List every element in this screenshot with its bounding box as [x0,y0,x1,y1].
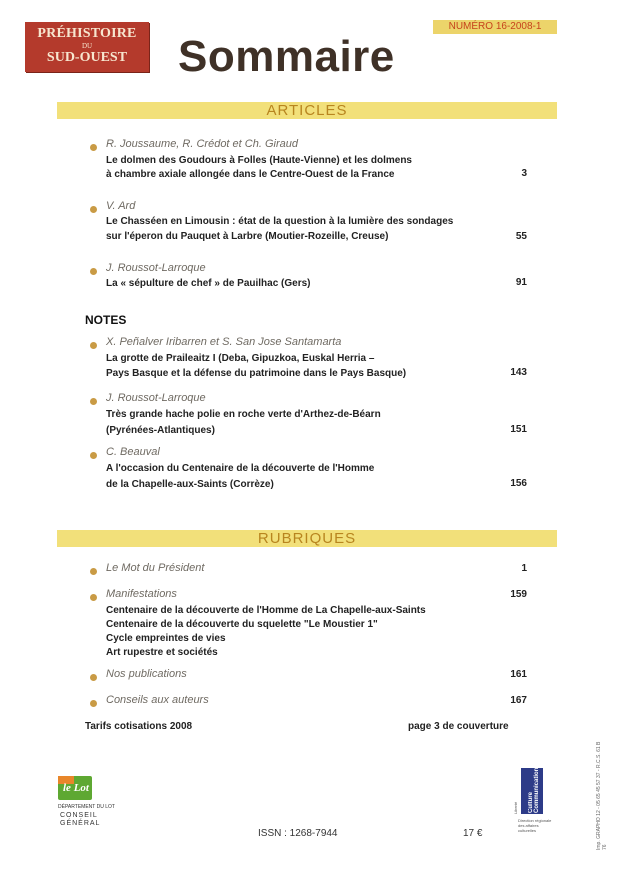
bullet-icon [90,674,97,681]
conseil-line1: CONSEIL [60,812,98,819]
issue-number: NUMÉRO 16-2008-1 [433,20,557,34]
tariff-page: page 3 de couverture [408,721,509,732]
bullet-icon [90,206,97,213]
bullet-icon [90,594,97,601]
rubrique-label[interactable]: Conseils aux auteurs [106,694,209,706]
note-title[interactable]: Très grande hache polie en roche verte d'Arthez-de-Béarn [106,409,381,420]
lot-department: DÉPARTEMENT DU LOT [58,804,115,810]
page-number: 167 [510,695,527,706]
manifestation-line: Centenaire de la découverte du squelette "Le Moustier 1" [106,619,378,630]
bullet-icon [90,144,97,151]
articles-label: ARTICLES [266,102,348,119]
page-number: 151 [510,424,527,435]
manifestation-line: Centenaire de la découverte de l'Homme de La Chapelle-aux-Saints [106,605,426,616]
culture-logo [521,768,543,814]
note-author: J. Roussot-Larroque [106,392,206,404]
page-number: 159 [510,589,527,600]
rubrique-label[interactable]: Le Mot du Président [106,562,205,574]
conseil-line2: GÉNÉRAL [60,820,101,827]
articles-section-bar [57,102,557,119]
note-author: X. Peñalver Iribarren et S. San Jose Santamarta [106,336,342,348]
manifestation-line: Art rupestre et sociétés [106,647,218,658]
article-title[interactable]: Le dolmen des Goudours à Folles (Haute-Vienne) et les dolmens [106,155,412,166]
issn: ISSN : 1268-7944 [258,828,338,839]
bullet-icon [90,398,97,405]
culture-small-text: Liberté [513,801,518,814]
article-author: J. Roussot-Larroque [106,262,206,274]
note-title[interactable]: Pays Basque et la défense du patrimoine dans le Pays Basque) [106,368,407,379]
note-title[interactable]: de la Chapelle-aux-Saints (Corrèze) [106,479,274,490]
page-title: Sommaire [178,32,395,81]
bullet-icon [90,342,97,349]
article-title[interactable]: sur l'éperon du Pauquet à Larbre (Moutier-Rozeille, Creuse) [106,231,389,242]
lot-logo [58,776,92,800]
culture-logo-text: Culture Communication [528,767,540,813]
logo-line1: PRÉHISTOIRE [37,26,137,41]
bullet-icon [90,452,97,459]
article-author: V. Ard [106,200,136,212]
article-title[interactable]: La « sépulture de chef » de Pauilhac (Gers) [106,278,311,289]
page-number: 1 [521,563,527,574]
rubriques-label: RUBRIQUES [257,530,357,547]
page-number: 161 [510,669,527,680]
logo-line2: DU [81,42,93,50]
page-number: 143 [510,367,527,378]
drac-text: Direction régionale des affaires culturelles [518,818,552,833]
notes-heading: NOTES [85,313,127,327]
bullet-icon [90,700,97,707]
printer-imprint: Imp. GRAPHO 12 - 05 65 45 57 37 - R.C.S. 61 B 76 [596,741,608,850]
manifestation-line: Cycle empreintes de vies [106,633,226,644]
logo-line3: SUD-OUEST [46,50,128,65]
note-title[interactable]: (Pyrénées-Atlantiques) [106,425,215,436]
article-title[interactable]: à chambre axiale allongée dans le Centre-Ouest de la France [106,169,395,180]
note-author: C. Beauval [106,446,160,458]
bullet-icon [90,268,97,275]
page-number: 3 [521,168,527,179]
lot-logo-text: le Lot [63,782,89,794]
page-number: 156 [510,478,527,489]
note-title[interactable]: A l'occasion du Centenaire de la découverte de l'Homme [106,463,375,474]
rubriques-section-bar [57,530,557,547]
article-title[interactable]: Le Chasséen en Limousin : état de la question à la lumière des sondages [106,216,454,227]
price: 17 € [463,828,483,839]
rubrique-label[interactable]: Manifestations [106,588,177,600]
note-title[interactable]: La grotte de Praileaitz I (Deba, Gipuzkoa, Euskal Herria – [106,353,375,364]
page-number: 91 [515,277,527,288]
journal-logo [25,22,149,72]
bullet-icon [90,568,97,575]
article-author: R. Joussaume, R. Crédot et Ch. Giraud [106,138,298,150]
tariff-label: Tarifs cotisations 2008 [85,721,193,732]
page-number: 55 [515,231,527,242]
rubrique-label[interactable]: Nos publications [106,668,187,680]
